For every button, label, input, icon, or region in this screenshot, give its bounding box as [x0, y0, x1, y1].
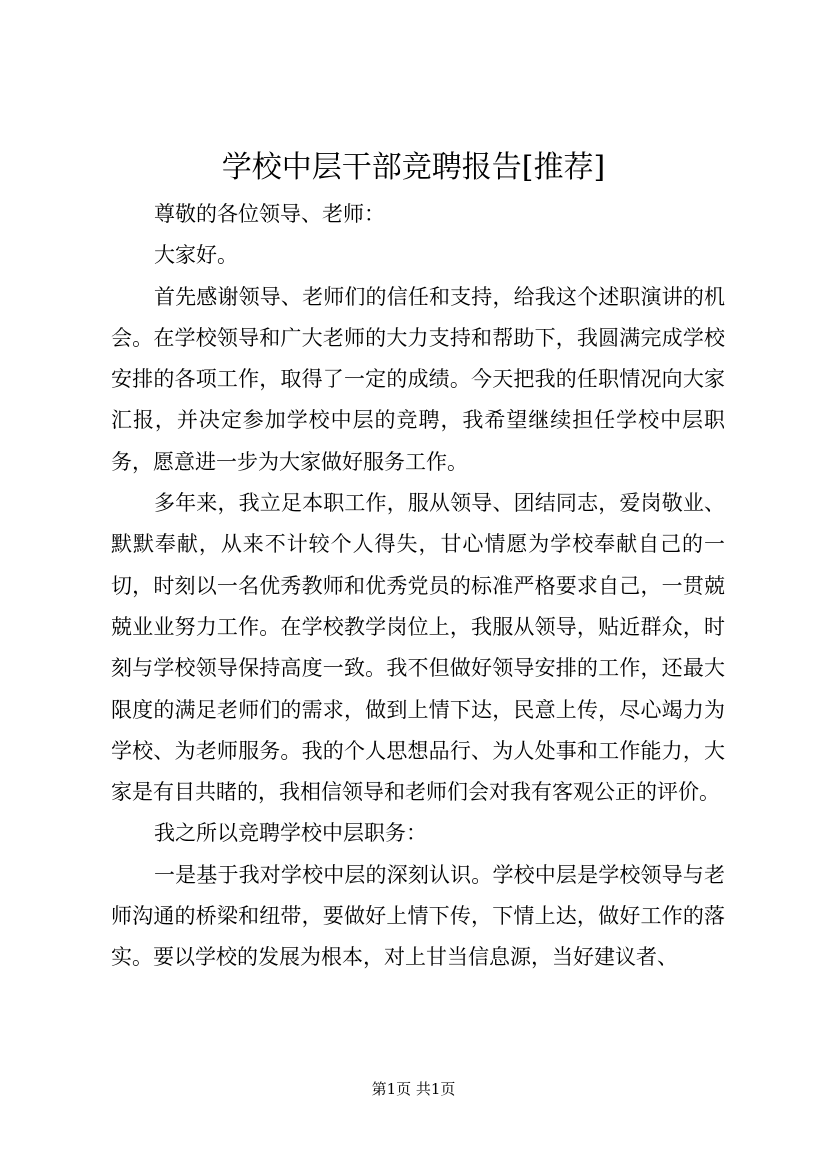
greeting-paragraph: 大家好。 — [154, 243, 238, 268]
body-paragraph: 我之所以竞聘学校中层职务： — [154, 821, 427, 846]
document-body — [111, 194, 725, 979]
document-title: 学校中层干部竞聘报告[推荐] — [221, 150, 606, 185]
salutation-paragraph: 尊敬的各位领导、老师： — [154, 202, 385, 226]
body-paragraph: 首先感谢领导、老师们的信任和支持，给我这个述职演讲的机会。在学校领导和广大老师的大力支持和帮助下，我圆满完成学校安排的各项工作，取得了一定的成绩。今天把我的任职情况向大家汇报，并决定参加学校中层的竞聘，我希望继续担任学校中层职务，愿意进一步为大家做好服务工作。 — [111, 284, 725, 474]
body-paragraph: 一是基于我对学校中层的深刻认识。学校中层是学校领导与老师沟通的桥梁和纽带，要做好上情下传，下情上达，做好工作的落实。要以学校的发展为根本，对上甘当信息源，当好建议者、 — [111, 862, 725, 970]
page-number-footer: 第1页 共1页 — [371, 1080, 456, 1098]
body-paragraph: 多年来，我立足本职工作，服从领导、团结同志，爱岗敬业、默默奉献，从来不计较个人得失，甘心情愿为学校奉献自己的一切，时刻以一名优秀教师和优秀党员的标准严格要求自己，一贯兢兢业业努力工作。在学校教学岗位上，我服从领导，贴近群众，时刻与学校领导保持高度一致。我不但做好领导安排的工作，还最大限度的满足老师们的需求，做到上情下达，民意上传，尽心竭力为学校、为老师服务。我的个人思想品行、为人处事和工作能力，大家是有目共睹的，我相信领导和老师们会对我有客观公正的评价。 — [111, 491, 725, 805]
